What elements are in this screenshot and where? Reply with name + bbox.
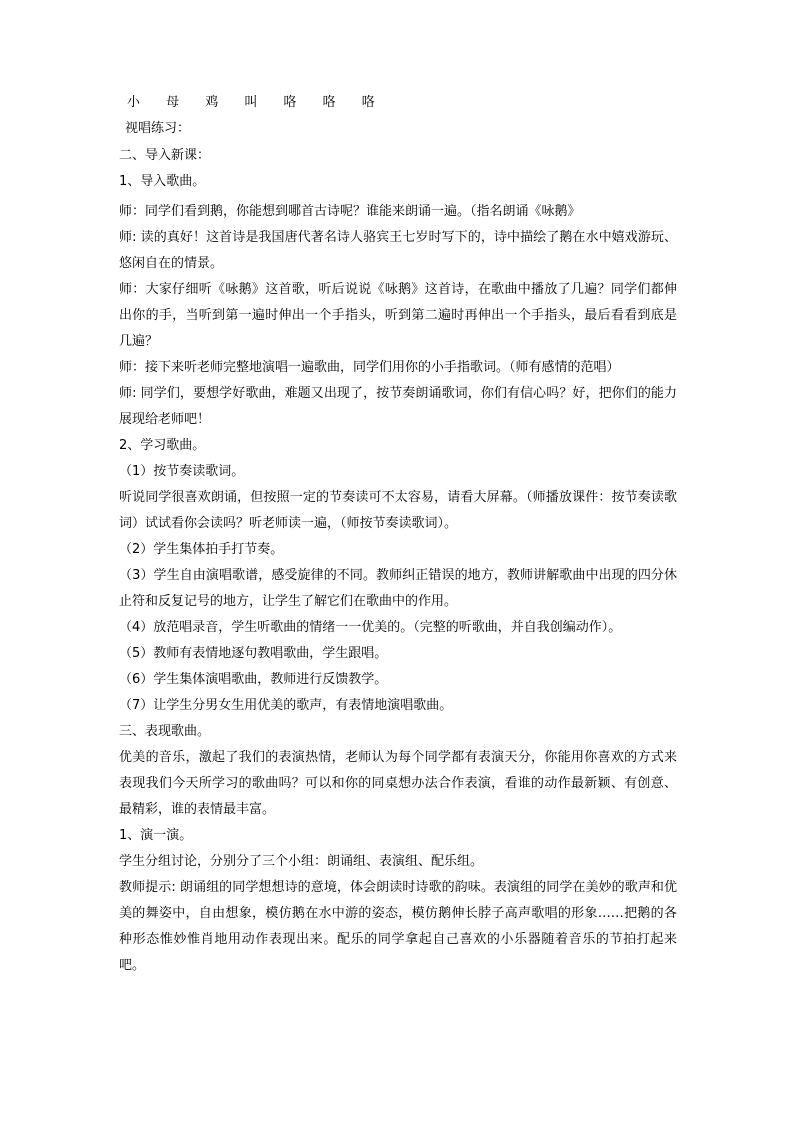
paragraph-teacher-3: 师：大家仔细听《咏鹅》这首歌，听后说说《咏鹅》这首诗，在歌曲中播放了几遍？同学们都伸出你的手，当听到第一遍时伸出一个手指头，听到第二遍时再伸出一个手指头，最后看看到底是几遍？ (119, 282, 677, 349)
subheading-1-1: 1、导入歌曲。 (119, 174, 206, 189)
section-heading-3: 三、表现歌曲。 (119, 724, 211, 739)
paragraph-groups: 学生分组讨论，分别分了三个小组：朗诵组、表演组、配乐组。 (119, 854, 484, 869)
step-5: （5）教师有表情地逐句教唱歌曲，学生跟唱。 (119, 646, 388, 661)
paragraph-teacher-5: 师: 同学们，要想学好歌曲，难题又出现了，按节奏朗诵歌词，你们有信心吗？好，把你们的能力展现给老师吧！ (119, 386, 677, 427)
step-4: （4）放范唱录音，学生听歌曲的情绪一一优美的。（完整的听歌曲，并自我创编动作）。 (119, 620, 622, 635)
paragraph-teacher-2: 师: 读的真好！这首诗是我国唐代著名诗人骆宾王七岁时写下的，诗中描绘了鹅在水中嬉戏游玩、悠闲自在的情景。 (119, 230, 677, 271)
step-2: （2）学生集体拍手打节奏。 (119, 542, 284, 557)
step-7: （7）让学生分男女生用优美的歌声，有表情地演唱歌曲。 (119, 698, 453, 713)
subheading-3-1: 1、演一演。 (119, 828, 193, 843)
step-6: （6）学生集体演唱歌曲，教师进行反馈教学。 (119, 672, 388, 687)
section-heading-2: 二、导入新课： (119, 148, 211, 163)
step-3: （3）学生自由演唱歌谱，感受旋律的不同。教师纠正错误的地方，教师讲解歌曲中出现的四分休止符和反复记号的地方，让学生了解它们在歌曲中的作用。 (119, 568, 677, 609)
step-1: （1）按节奏读歌词。 (119, 464, 245, 479)
solfege-line: 小 母 鸡 叫 咯 咯 咯 (127, 95, 381, 110)
paragraph-teacher-hint: 教师提示: 朗诵组的同学想想诗的意境，体会朗读时诗歌的韵味。表演组的同学在美妙的歌声和优美的舞姿中，自由想象，模仿鹅在水中游的姿态，模仿鹅伸长脖子高声歌唱的形象……把鹅的各种形态惟妙惟肖地用动作表现出来。配乐的同学拿起自己喜欢的小乐器随着音乐的节拍打起来吧。 (119, 880, 677, 973)
subheading-2-1: 2、学习歌曲。 (119, 438, 206, 453)
paragraph-rhythm: 听说同学很喜欢朗诵，但按照一定的节奏读可不太容易，请看大屏幕。（师播放课件：按节奏读歌词）试试看你会读吗？听老师读一遍，（师按节奏读歌词）。 (119, 490, 677, 531)
document-page (119, 94, 677, 979)
paragraph-performance: 优美的音乐，激起了我们的表演热情，老师认为每个同学都有表演天分，你能用你喜欢的方式来表现我们今天所学习的歌曲吗？可以和你的同桌想办法合作表演，看谁的动作最新颖、有创意、最精彩，谁的表情最丰富。 (119, 750, 677, 817)
paragraph-teacher-4: 师：接下来听老师完整地演唱一遍歌曲，同学们用你的小手指歌词。（师有感情的范唱） (119, 360, 620, 375)
sight-singing-heading: 视唱练习： (125, 121, 191, 136)
paragraph-teacher-1: 师：同学们看到鹅，你能想到哪首古诗呢？谁能来朗诵一遍。（指名朗诵《咏鹅》 (119, 204, 581, 219)
